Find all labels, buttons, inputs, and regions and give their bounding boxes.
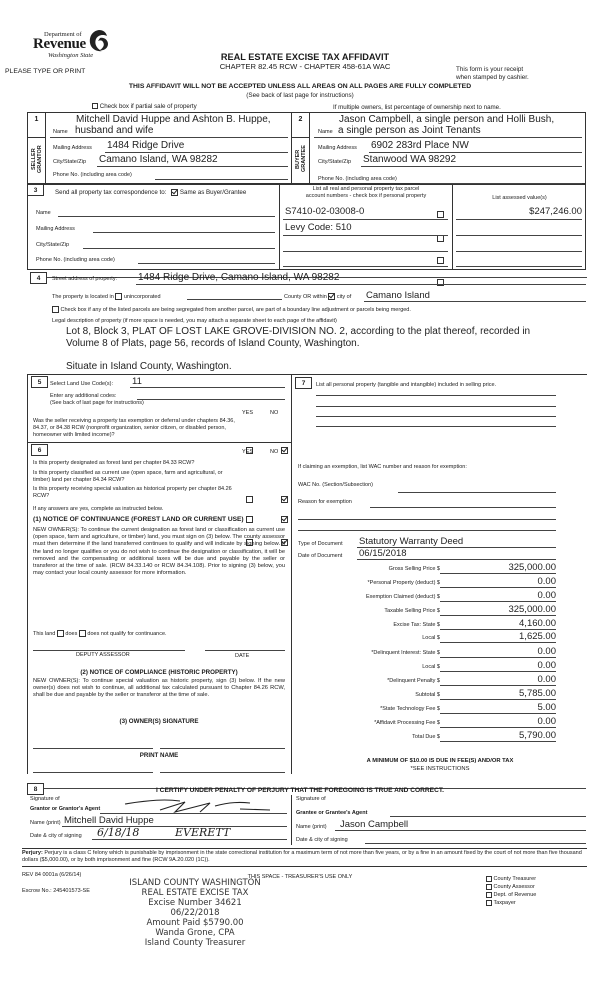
- personal-property-checkbox[interactable]: [437, 279, 444, 286]
- copy-checkbox[interactable]: [486, 892, 492, 898]
- tax-row-value[interactable]: 0.00: [537, 590, 556, 601]
- please-type-text: PLEASE TYPE OR PRINT: [5, 68, 86, 75]
- street-label: Street address of property:: [52, 276, 118, 282]
- assessed-value[interactable]: $247,246.00: [529, 206, 582, 217]
- copy-checkbox[interactable]: [486, 900, 492, 906]
- copy-distribution: [486, 875, 536, 907]
- print-name-line-1[interactable]: [33, 772, 153, 773]
- legal-desc-line1: Lot 8, Block 3, PLAT OF LOST LAKE GROVE-DIVISION NO. 2, according to the plat thereof, recorded in: [66, 326, 531, 337]
- logo-name-text: Revenue: [33, 36, 86, 52]
- grantor-sig-label-2: Grantor or Grantor's Agent: [30, 806, 101, 812]
- copy-option[interactable]: Dept. of Revenue: [486, 891, 536, 899]
- copy-option[interactable]: County Treasurer: [486, 875, 536, 883]
- escrow-number: 245401573-SE: [53, 888, 90, 894]
- question-text: Is this property designated as forest land per chapter 84.33 RCW?: [33, 460, 195, 466]
- does-qualify-checkbox[interactable]: [57, 630, 64, 637]
- assessor-date-line[interactable]: [205, 650, 285, 651]
- copy-checkbox[interactable]: [486, 876, 492, 882]
- county-field[interactable]: [187, 299, 282, 300]
- logo-state-text: Washington State: [48, 52, 94, 59]
- question-no-checkbox[interactable]: [281, 516, 288, 523]
- buyer-address-value[interactable]: 6902 283rd Place NW: [371, 140, 469, 151]
- exemption-no-checkbox[interactable]: [281, 447, 288, 454]
- tax-row-label: Subtotal $: [415, 692, 440, 698]
- buyer-address-label: Mailing Address: [318, 145, 357, 151]
- seller-name-line2[interactable]: husband and wife: [75, 125, 154, 136]
- no-header-6: NO: [270, 449, 279, 455]
- deputy-assessor-label: DEPUTY ASSESSOR: [76, 652, 130, 658]
- assessed-header: List assessed value(s): [492, 195, 547, 201]
- form-title: REAL ESTATE EXCISE TAX AFFIDAVIT: [220, 52, 390, 62]
- seller-side-label: SELLER GRANTOR: [31, 145, 43, 173]
- owner-signature-line-2[interactable]: [160, 748, 285, 749]
- copy-option[interactable]: Taxpayer: [486, 899, 536, 907]
- same-as-buyer-checkbox[interactable]: [171, 189, 178, 196]
- receipt-note-2: when stamped by cashier.: [456, 74, 529, 81]
- assessor-date-label: DATE: [235, 653, 250, 659]
- seller-address-label: Mailing Address: [53, 145, 92, 151]
- tax-row-label: Total Due $: [412, 734, 440, 740]
- copy-option[interactable]: County Assessor: [486, 883, 536, 891]
- section-1-number: 1: [34, 116, 39, 123]
- buyer-name-line1: Jason Campbell, a single person and Holli Bush,: [339, 114, 555, 125]
- tax-row-value[interactable]: 0.00: [537, 646, 556, 657]
- grantor-city-value[interactable]: EVERETT: [175, 826, 231, 839]
- grantee-date-label: Date & city of signing: [296, 837, 348, 843]
- personal-property-line[interactable]: [316, 406, 556, 407]
- corr-address-field[interactable]: [93, 232, 275, 233]
- notice-1-text: NEW OWNER(S): To continue the current designation as forest land or classification as current use (open space, farm and agriculture, or timber) land, you must sign on (3) below. The county assessor must then determine if the land transferred continues to qualify and will indicate by signing below. If the land no longer qualifies or you do not wish to continue the designation or classification, it will be removed and the compensating or additional taxes will be due and payable by the seller or transferor at the time of sale. (RCW 84.33.140 or RCW 84.34.108). Prior to signing (3) below, you may contact your local county assessor for more information.: [33, 527, 285, 577]
- buyer-city-value[interactable]: Stanwood WA 98292: [363, 154, 457, 165]
- treasurer-use-label: THIS SPACE - TREASURER'S USE ONLY: [247, 874, 353, 880]
- logo-dept-text: Department of: [44, 31, 82, 38]
- land-use-label: Select Land Use Code(s):: [50, 381, 113, 387]
- reason-field-line[interactable]: [298, 530, 556, 531]
- tax-row-value[interactable]: 0.00: [537, 576, 556, 587]
- legal-desc-line2: Volume 8 of Plats, page 56, records of Island County, Washington.: [66, 338, 360, 349]
- additional-codes-field[interactable]: [137, 399, 285, 400]
- buyer-name-label: Name: [318, 129, 333, 135]
- reason-label: Reason for exemption: [298, 499, 352, 505]
- personal-property-checkbox[interactable]: [437, 211, 444, 218]
- escrow-row: Escrow No.: 245401573-SE: [22, 888, 90, 894]
- within-city-row: County OR within city of: [284, 293, 352, 300]
- segregated-checkbox[interactable]: [52, 306, 59, 313]
- personal-property-line[interactable]: [316, 426, 556, 427]
- buyer-side-label: BUYER GRANTEE: [295, 145, 307, 173]
- tax-row-value[interactable]: 5.00: [537, 702, 556, 713]
- seller-phone-field[interactable]: [155, 179, 288, 180]
- tax-row-label: *Delinquent Penalty $: [387, 678, 440, 684]
- city-checkbox[interactable]: [328, 293, 335, 300]
- buyer-city-label: City/State/Zip: [318, 159, 352, 165]
- wac-field[interactable]: [398, 492, 556, 493]
- print-name-line-2[interactable]: [160, 772, 285, 773]
- street-value[interactable]: 1484 Ridge Drive, Camano Island, WA 98282: [138, 272, 340, 283]
- seller-phone-label: Phone No. (including area code): [53, 172, 132, 178]
- tax-row-label: Taxable Selling Price $: [384, 608, 440, 614]
- grantor-date-value[interactable]: 6/18/18: [97, 826, 140, 839]
- perjury-statement: Perjury: Perjury is a class C felony which is punishable by imprisonment in the state correctional institution for a maximum term of not more than five years, or by a fine in an amount fixed by the court of not more than five thousand dollars ($5,000.00), or by both imprisonment and fine (RCW 9A.20.020 (1C)).: [22, 850, 582, 863]
- dor-swirl-logo-icon: [88, 29, 110, 53]
- notice-2-text: NEW OWNER(S): To continue special valuation as historic property, sign (3) below. If the new owner(s) does not wish to continue, all additional tax calculated pursuant to Chapter 84.26 RCW, shall be due and payable by the seller or transferor at the time of sale.: [33, 678, 285, 699]
- corr-name-label: Name: [36, 210, 51, 216]
- exemption-claim-label: If claiming an exemption, list WAC number and reason for exemption:: [298, 464, 467, 470]
- partial-sale-label: Check box if partial sale of property: [99, 103, 197, 110]
- grantor-signature-line[interactable]: [100, 813, 287, 814]
- unincorporated-checkbox[interactable]: [115, 293, 122, 300]
- tax-row-label: *State Technology Fee $: [380, 706, 440, 712]
- correspondence-label: Send all property tax correspondence to:: [55, 189, 167, 197]
- owner-signature-label: (3) OWNER(S) SIGNATURE: [119, 718, 199, 725]
- section-4-number: 4: [30, 272, 47, 284]
- tax-row-value[interactable]: 0.00: [537, 716, 556, 727]
- tax-row-value[interactable]: 5,790.00: [519, 730, 556, 741]
- personal-property-label: List all personal property (tangible and intangible) included in selling price.: [316, 382, 497, 388]
- tax-row-label: Excise Tax: State $: [393, 622, 440, 628]
- legal-desc-label: Legal description of property (if more space is needed, you may attach a separate sheet to each page of the affidavit): [52, 318, 337, 324]
- section-5-number: 5: [31, 376, 48, 388]
- tax-row-label: *Affidavit Processing Fee $: [374, 720, 440, 726]
- situate-text: Situate in Island County, Washington.: [66, 361, 232, 372]
- personal-property-checkbox[interactable]: [437, 235, 444, 242]
- treasurer-stamp: ISLAND COUNTY WASHINGTON REAL ESTATE EXCISE TAX Excise Number 34621 06/22/2018 Amount Paid $5790.00 Wanda Grone, CPA Island County Treasurer: [129, 878, 261, 948]
- parcel-number[interactable]: S7410-02-03008-0: [285, 206, 365, 217]
- multiple-owners-note: If multiple owners, list percentage of ownership next to name.: [333, 104, 501, 111]
- corr-city-label: City/State/Zip: [36, 242, 70, 248]
- city-of-value[interactable]: Camano Island: [366, 290, 430, 301]
- if-yes-note: If any answers are yes, complete as instructed below.: [33, 506, 164, 512]
- parcels-header: List all real and personal property tax parcel account numbers - check box if personal property: [305, 186, 427, 199]
- section-3-number: 3: [27, 184, 44, 196]
- print-name-label: PRINT NAME: [139, 752, 179, 759]
- wac-label: WAC No. (Section/Subsection): [298, 482, 373, 488]
- yes-header-5: YES: [242, 410, 254, 416]
- additional-codes-note: (See back of last page for instructions): [50, 400, 144, 406]
- question-yes-checkbox[interactable]: [246, 516, 253, 523]
- tax-row-value[interactable]: 5,785.00: [519, 688, 556, 699]
- seller-address-value[interactable]: 1484 Ridge Drive: [107, 140, 185, 151]
- tax-row-label: *Personal Property (deduct) $: [367, 580, 440, 586]
- grantor-date-label: Date & city of signing: [30, 833, 82, 839]
- personal-property-line[interactable]: [316, 395, 556, 396]
- tax-row-label: Local $: [422, 664, 440, 670]
- located-row: The property is located in unincorporated: [52, 293, 161, 300]
- tax-row-value[interactable]: 1,625.00: [519, 631, 556, 642]
- column-divider: [291, 374, 292, 774]
- grantee-name-value[interactable]: Jason Campbell: [340, 819, 409, 830]
- partial-sale-option[interactable]: [92, 103, 197, 110]
- tax-row-value[interactable]: 0.00: [537, 674, 556, 685]
- does-not-qualify-checkbox[interactable]: [79, 630, 86, 637]
- personal-property-line[interactable]: [316, 416, 556, 417]
- copy-checkbox[interactable]: [486, 884, 492, 890]
- doc-date-label: Date of Document: [298, 553, 343, 559]
- see-back-text: (See back of last page for instructions): [246, 92, 354, 99]
- continuance-row: This land does does not qualify for continuance.: [33, 630, 167, 637]
- question-text: Is this property classified as current use (open space, farm and agricultural, or timber) land per chapter 84.34 RCW?: [33, 470, 223, 483]
- grantee-signature-line[interactable]: [390, 816, 586, 817]
- yes-header-6: YES: [242, 449, 254, 455]
- seller-city-value[interactable]: Camano Island, WA 98282: [99, 154, 218, 165]
- notice-2-title: (2) NOTICE OF COMPLIANCE (HISTORIC PROPERTY): [80, 669, 238, 676]
- doc-type-label: Type of Document: [298, 541, 343, 547]
- grantee-sig-label-1: Signature of: [296, 796, 326, 802]
- corr-phone-field[interactable]: [138, 263, 275, 264]
- section-7-number: 7: [295, 377, 312, 389]
- section-2-number: 2: [298, 116, 303, 123]
- same-as-buyer-label: Same as Buyer/Grantee: [179, 189, 247, 197]
- personal-property-checkbox[interactable]: [437, 257, 444, 264]
- certify-statement: I CERTIFY UNDER PENALTY OF PERJURY THAT THE FOREGOING IS TRUE AND CORRECT.: [156, 787, 444, 794]
- reason-field[interactable]: [370, 507, 556, 508]
- form-number: REV 84 0001a (6/26/14): [22, 872, 82, 878]
- exemption-question: Was the seller receiving a property tax exemption or deferral under chapters 84.36, 84.37, or 84.38 RCW (nonprofit organization, senior citizen, or disabled person, homeowner with limited income)?: [33, 418, 235, 438]
- seller-city-label: City/State/Zip: [53, 159, 87, 165]
- partial-sale-checkbox[interactable]: [92, 103, 98, 109]
- grantee-date-field[interactable]: [365, 843, 586, 844]
- grantor-name-label: Name (print): [30, 820, 61, 826]
- correspondence-option: [55, 189, 246, 196]
- grantor-name-value[interactable]: Mitchell David Huppe: [64, 815, 154, 826]
- buyer-name-line2[interactable]: a single person as Joint Tenants: [338, 125, 481, 136]
- seller-name-label: Name: [53, 129, 68, 135]
- grantee-name-label: Name (print): [296, 824, 327, 830]
- dor-logo: [18, 31, 108, 61]
- section-8-number: 8: [27, 783, 44, 795]
- deputy-assessor-line[interactable]: [33, 650, 185, 651]
- see-instructions: *SEE INSTRUCTIONS: [410, 766, 470, 772]
- warning-text: THIS AFFIDAVIT WILL NOT BE ACCEPTED UNLESS ALL AREAS ON ALL PAGES ARE FULLY COMPLETED: [128, 83, 472, 90]
- doc-type-value[interactable]: Statutory Warranty Deed: [359, 536, 464, 547]
- grantor-sig-label-1: Signature of: [30, 796, 60, 802]
- corr-phone-label: Phone No. (including area code): [36, 257, 115, 263]
- tax-row-label: Gross Selling Price $: [388, 566, 440, 572]
- tax-row-label: Local $: [422, 635, 440, 641]
- section-6-number: 6: [31, 444, 48, 456]
- no-header-5: NO: [270, 410, 279, 416]
- corr-address-label: Mailing Address: [36, 226, 75, 232]
- parcel-row: [0, 14, 600, 21]
- tax-row-value[interactable]: 4,160.00: [519, 618, 556, 629]
- doc-date-value[interactable]: 06/15/2018: [359, 548, 407, 559]
- corr-name-field[interactable]: [58, 216, 275, 217]
- grantee-sig-label-2: Grantee or Grantee's Agent: [296, 810, 368, 816]
- tax-row-value[interactable]: 325,000.00: [508, 604, 556, 615]
- land-use-code[interactable]: 11: [132, 376, 142, 387]
- reason-field-line[interactable]: [298, 519, 556, 520]
- minimum-note: A MINIMUM OF $10.00 IS DUE IN FEE(S) AND/OR TAX: [366, 758, 514, 764]
- additional-codes-label: Enter any additional codes:: [50, 393, 117, 399]
- buyer-phone-label: Phone No. (including area code): [318, 176, 397, 182]
- segregated-row: Check box if any of the listed parcels are being segregated from another parcel, are part of a boundary line adjustment or parcels being merged.: [52, 306, 411, 313]
- question-no-checkbox[interactable]: [281, 496, 288, 503]
- tax-row-label: Exemption Claimed (deduct) $: [366, 594, 440, 600]
- parcel-number[interactable]: Levy Code: 510: [285, 222, 352, 233]
- receipt-note-1: This form is your receipt: [456, 66, 524, 73]
- tax-row-label: *Delinquent Interest: State $: [371, 650, 440, 656]
- tax-row-value[interactable]: 0.00: [537, 660, 556, 671]
- parcel-row: [0, 21, 600, 28]
- corr-city-field[interactable]: [83, 248, 275, 249]
- owner-signature-line-1[interactable]: [33, 748, 153, 749]
- form-subtitle: CHAPTER 82.45 RCW - CHAPTER 458-61A WAC: [219, 62, 391, 71]
- notice-1-title: (1) NOTICE OF CONTINUANCE (FOREST LAND OR CURRENT USE): [33, 516, 244, 523]
- question-yes-checkbox[interactable]: [246, 496, 253, 503]
- seller-name-line1: Mitchell David Huppe and Ashton B. Huppe,: [76, 114, 271, 125]
- question-text: Is this property receiving special valuation as historical property per chapter 84.26 RCW?: [33, 486, 232, 499]
- tax-row-value[interactable]: 325,000.00: [508, 562, 556, 573]
